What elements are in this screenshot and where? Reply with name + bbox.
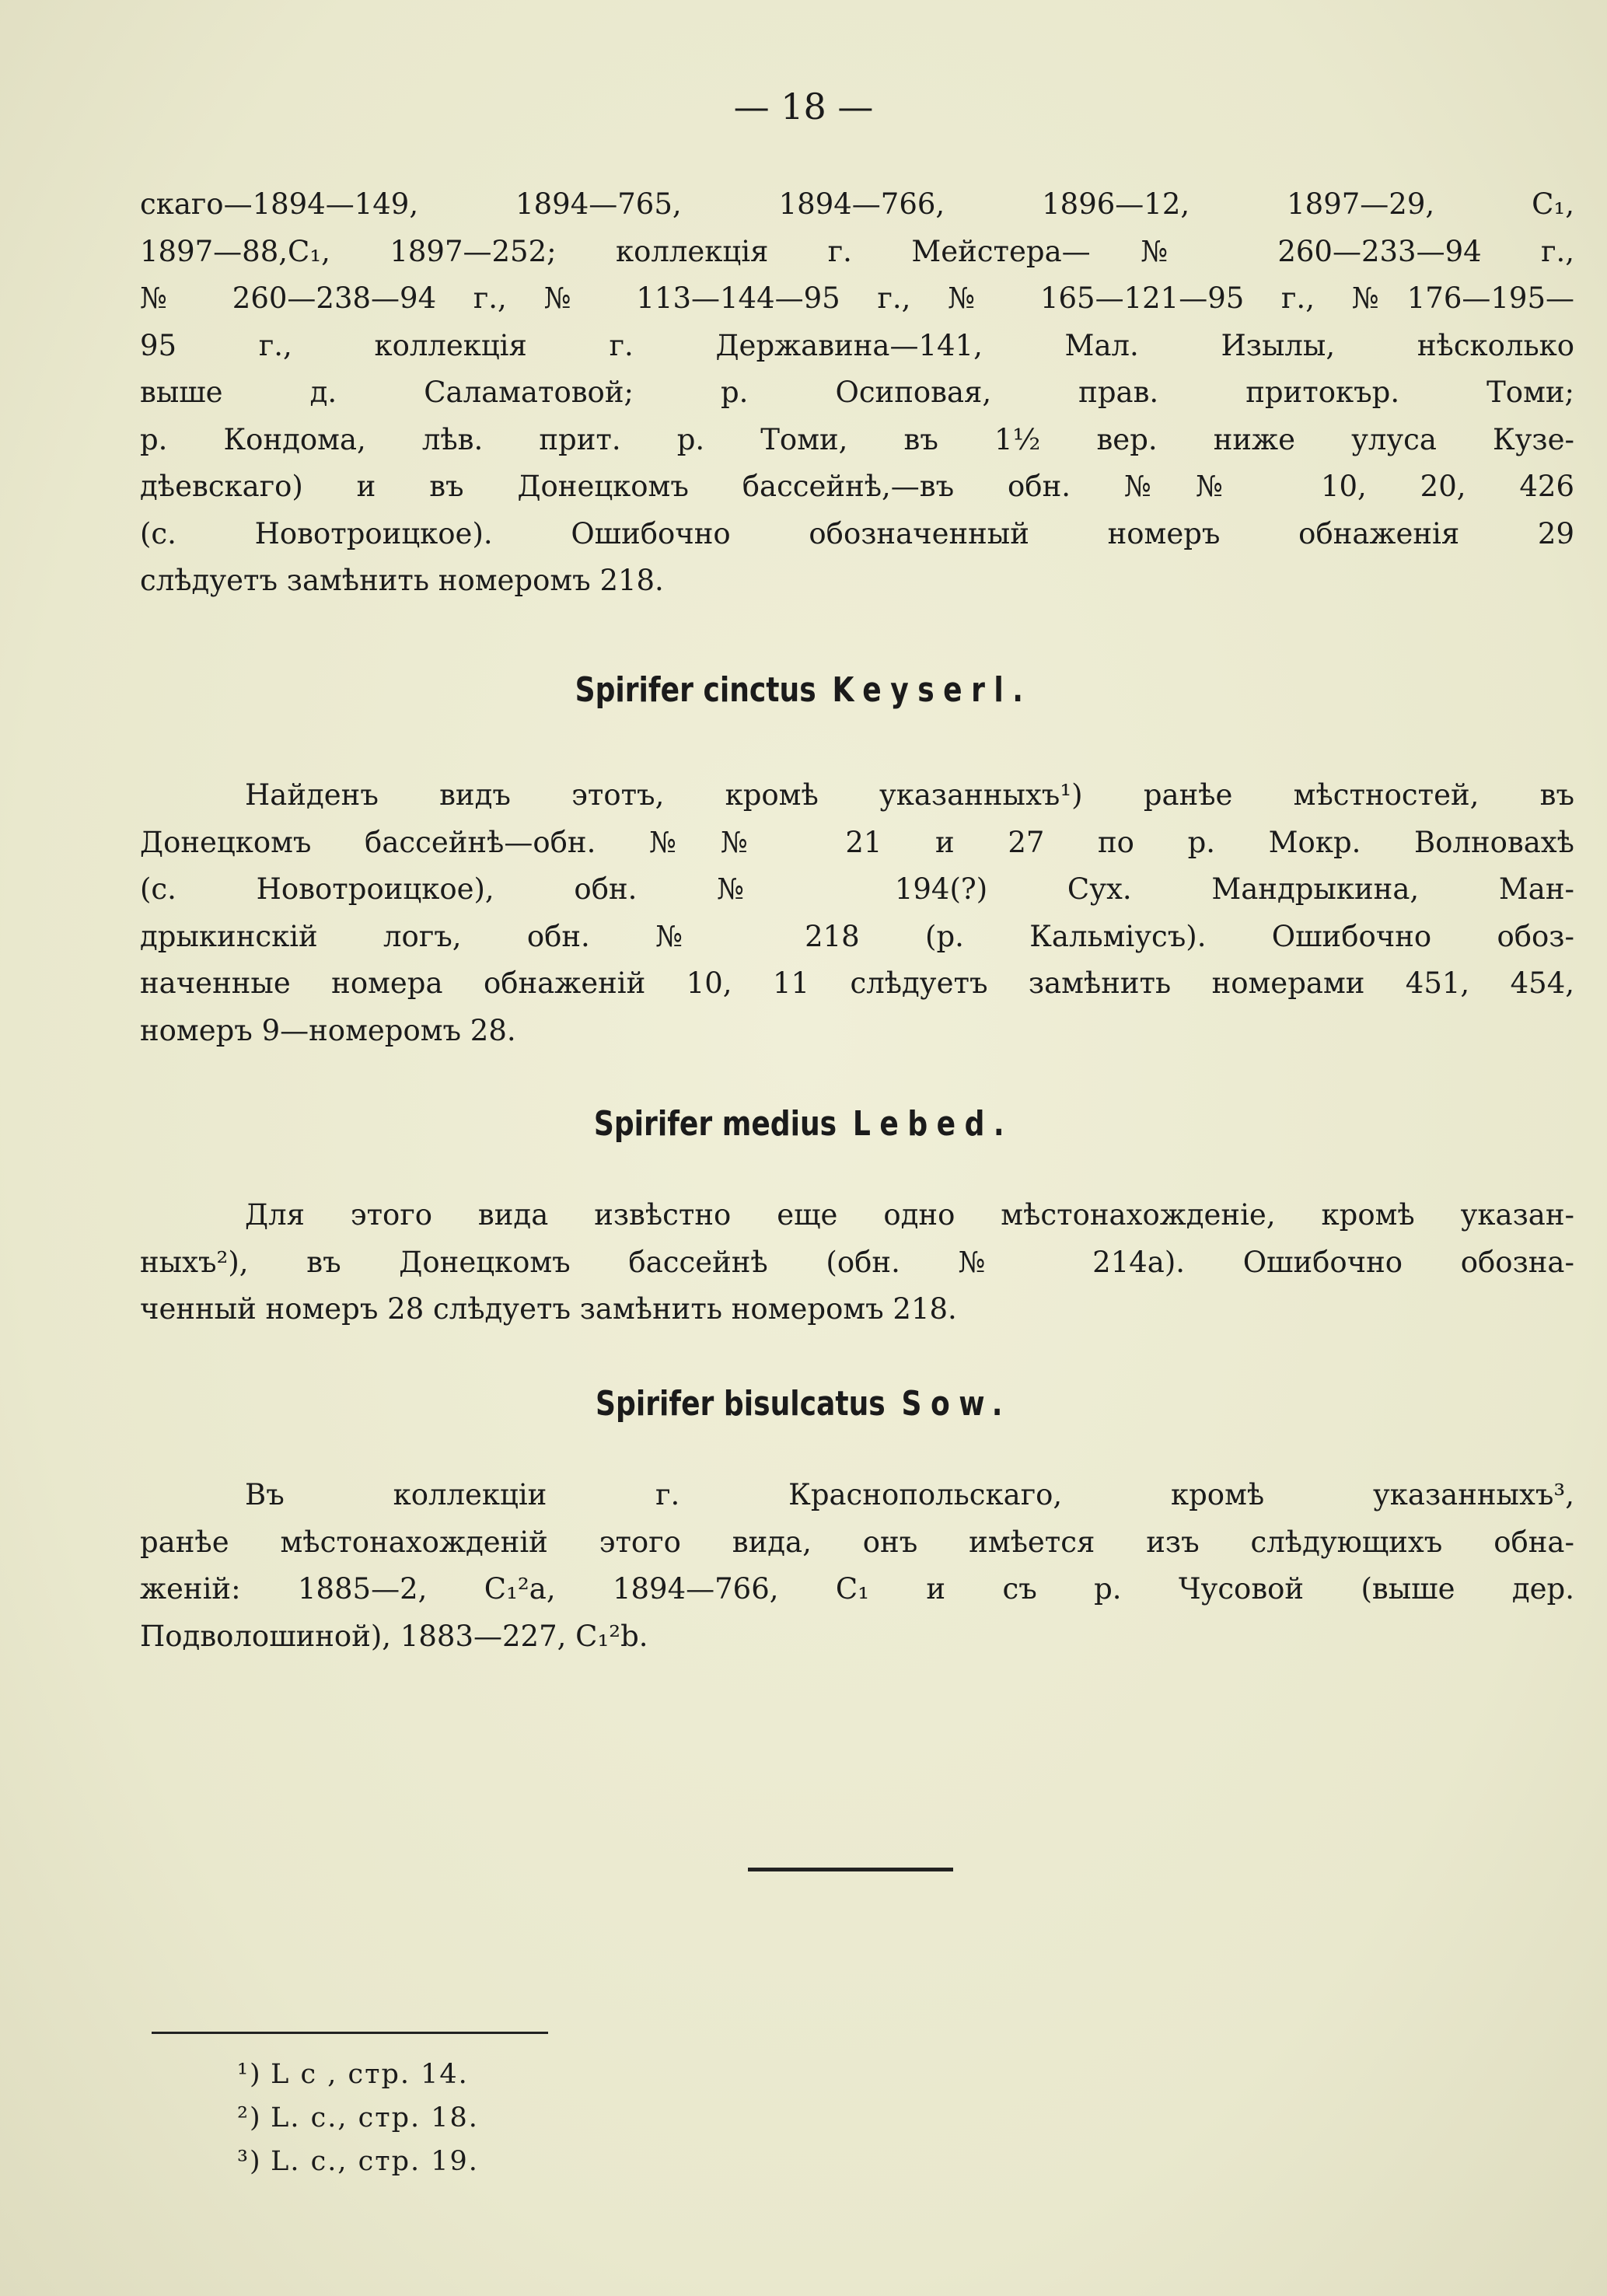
footnote-divider xyxy=(152,2032,548,2034)
text-line: ченный номеръ 28 слѣдуетъ замѣнить номеромъ 218. xyxy=(140,1292,957,1326)
text-line: Въ коллекціи г. Краснопольскаго, кромѣ указанныхъ³, xyxy=(245,1478,1574,1511)
text-line: (с. Новотроицкое). Ошибочно обозначенный номеръ обнаженія 29 xyxy=(140,516,1574,550)
text-line: Найденъ видъ этотъ, кромѣ указанныхъ¹) ранѣе мѣстностей, въ xyxy=(245,778,1574,812)
text-line: дрыкинскій логъ, обн. № 218 (р. Кальміусъ). Ошибочно обоз- xyxy=(140,919,1574,953)
paragraph-continuation xyxy=(140,181,1574,605)
text-line: (с. Новотроицкое), обн. № 194(?) Сух. Мандрыкина, Ман- xyxy=(140,872,1574,906)
paragraph-cinctus xyxy=(140,772,1574,1054)
footnote-mark: ²) xyxy=(237,2102,262,2133)
footnote-text: L c , стр. 14. xyxy=(271,2059,469,2090)
species-author: Lebed. xyxy=(852,1104,1014,1144)
text-line: 95 г., коллекція г. Державина—141, Мал. Изылы, нѣсколько xyxy=(140,328,1574,362)
text-line: р. Кондома, лѣв. прит. р. Томи, въ 1½ вер. ниже улуса Кузе- xyxy=(140,422,1574,456)
footnote xyxy=(237,2096,479,2140)
footnote-mark: ³) xyxy=(237,2146,262,2177)
section-divider xyxy=(748,1868,953,1871)
species-author: Keyserl. xyxy=(832,670,1032,710)
species-author: Sow. xyxy=(901,1384,1011,1424)
species-name: Spirifer bisulcatus xyxy=(596,1384,886,1424)
footnotes xyxy=(237,2053,479,2183)
section-heading-cinctus xyxy=(145,670,1462,710)
footnote xyxy=(237,2053,479,2096)
text-line: ныхъ²), въ Донецкомъ бассейнѣ (обн. № 214а). Ошибочно обозна- xyxy=(140,1245,1574,1279)
footnote xyxy=(237,2140,479,2183)
text-line: скаго—1894—149, 1894—765, 1894—766, 1896—12, 1897—29, C₁, xyxy=(140,187,1574,221)
footnote-text: L. c., стр. 19. xyxy=(271,2146,479,2177)
species-name: Spirifer cinctus xyxy=(575,670,816,710)
text-line: № 260—238—94 г., № 113—144—95 г., № 165—121—95 г., №176—195— xyxy=(140,281,1574,315)
species-name: Spirifer medius xyxy=(593,1104,837,1144)
section-heading-medius xyxy=(145,1104,1462,1144)
text-line: номеръ 9—номеромъ 28. xyxy=(140,1013,516,1047)
footnote-mark: ¹) xyxy=(237,2059,262,2090)
text-line: Для этого вида извѣстно еще одно мѣстонахожденіе, кромѣ указан- xyxy=(245,1198,1574,1232)
page-number: — 18 — xyxy=(733,86,874,128)
text-line: женій: 1885—2, C₁²a, 1894—766, C₁ и съ р. Чусовой (выше дер. xyxy=(140,1572,1574,1606)
paragraph-bisulcatus xyxy=(140,1472,1574,1660)
footnote-text: L. c., стр. 18. xyxy=(271,2102,479,2133)
paragraph-medius xyxy=(140,1192,1574,1333)
text-line: выше д. Саламатовой; р. Осиповая, прав. притокър. Томи; xyxy=(140,376,1574,409)
text-line: ранѣе мѣстонахожденій этого вида, онъ имѣется изъ слѣдующихъ обна- xyxy=(140,1525,1574,1559)
section-heading-bisulcatus xyxy=(145,1384,1462,1424)
text-line: слѣдуетъ замѣнить номеромъ 218. xyxy=(140,564,664,597)
text-line: 1897—88,C₁, 1897—252; коллекція г. Мейстера—№ 260—233—94 г., xyxy=(140,234,1574,268)
text-line: наченные номера обнаженій 10, 11 слѣдуетъ замѣнить номерами 451, 454, xyxy=(140,966,1574,1000)
text-line: дѣевскаго) и въ Донецкомъ бассейнѣ,—въ обн. №№ 10, 20, 426 xyxy=(140,470,1574,503)
text-line: Подволошиной), 1883—227, C₁²b. xyxy=(140,1619,648,1653)
text-line: Донецкомъ бассейнѣ—обн. №№ 21 и 27 по р. Мокр. Волновахѣ xyxy=(140,825,1574,859)
